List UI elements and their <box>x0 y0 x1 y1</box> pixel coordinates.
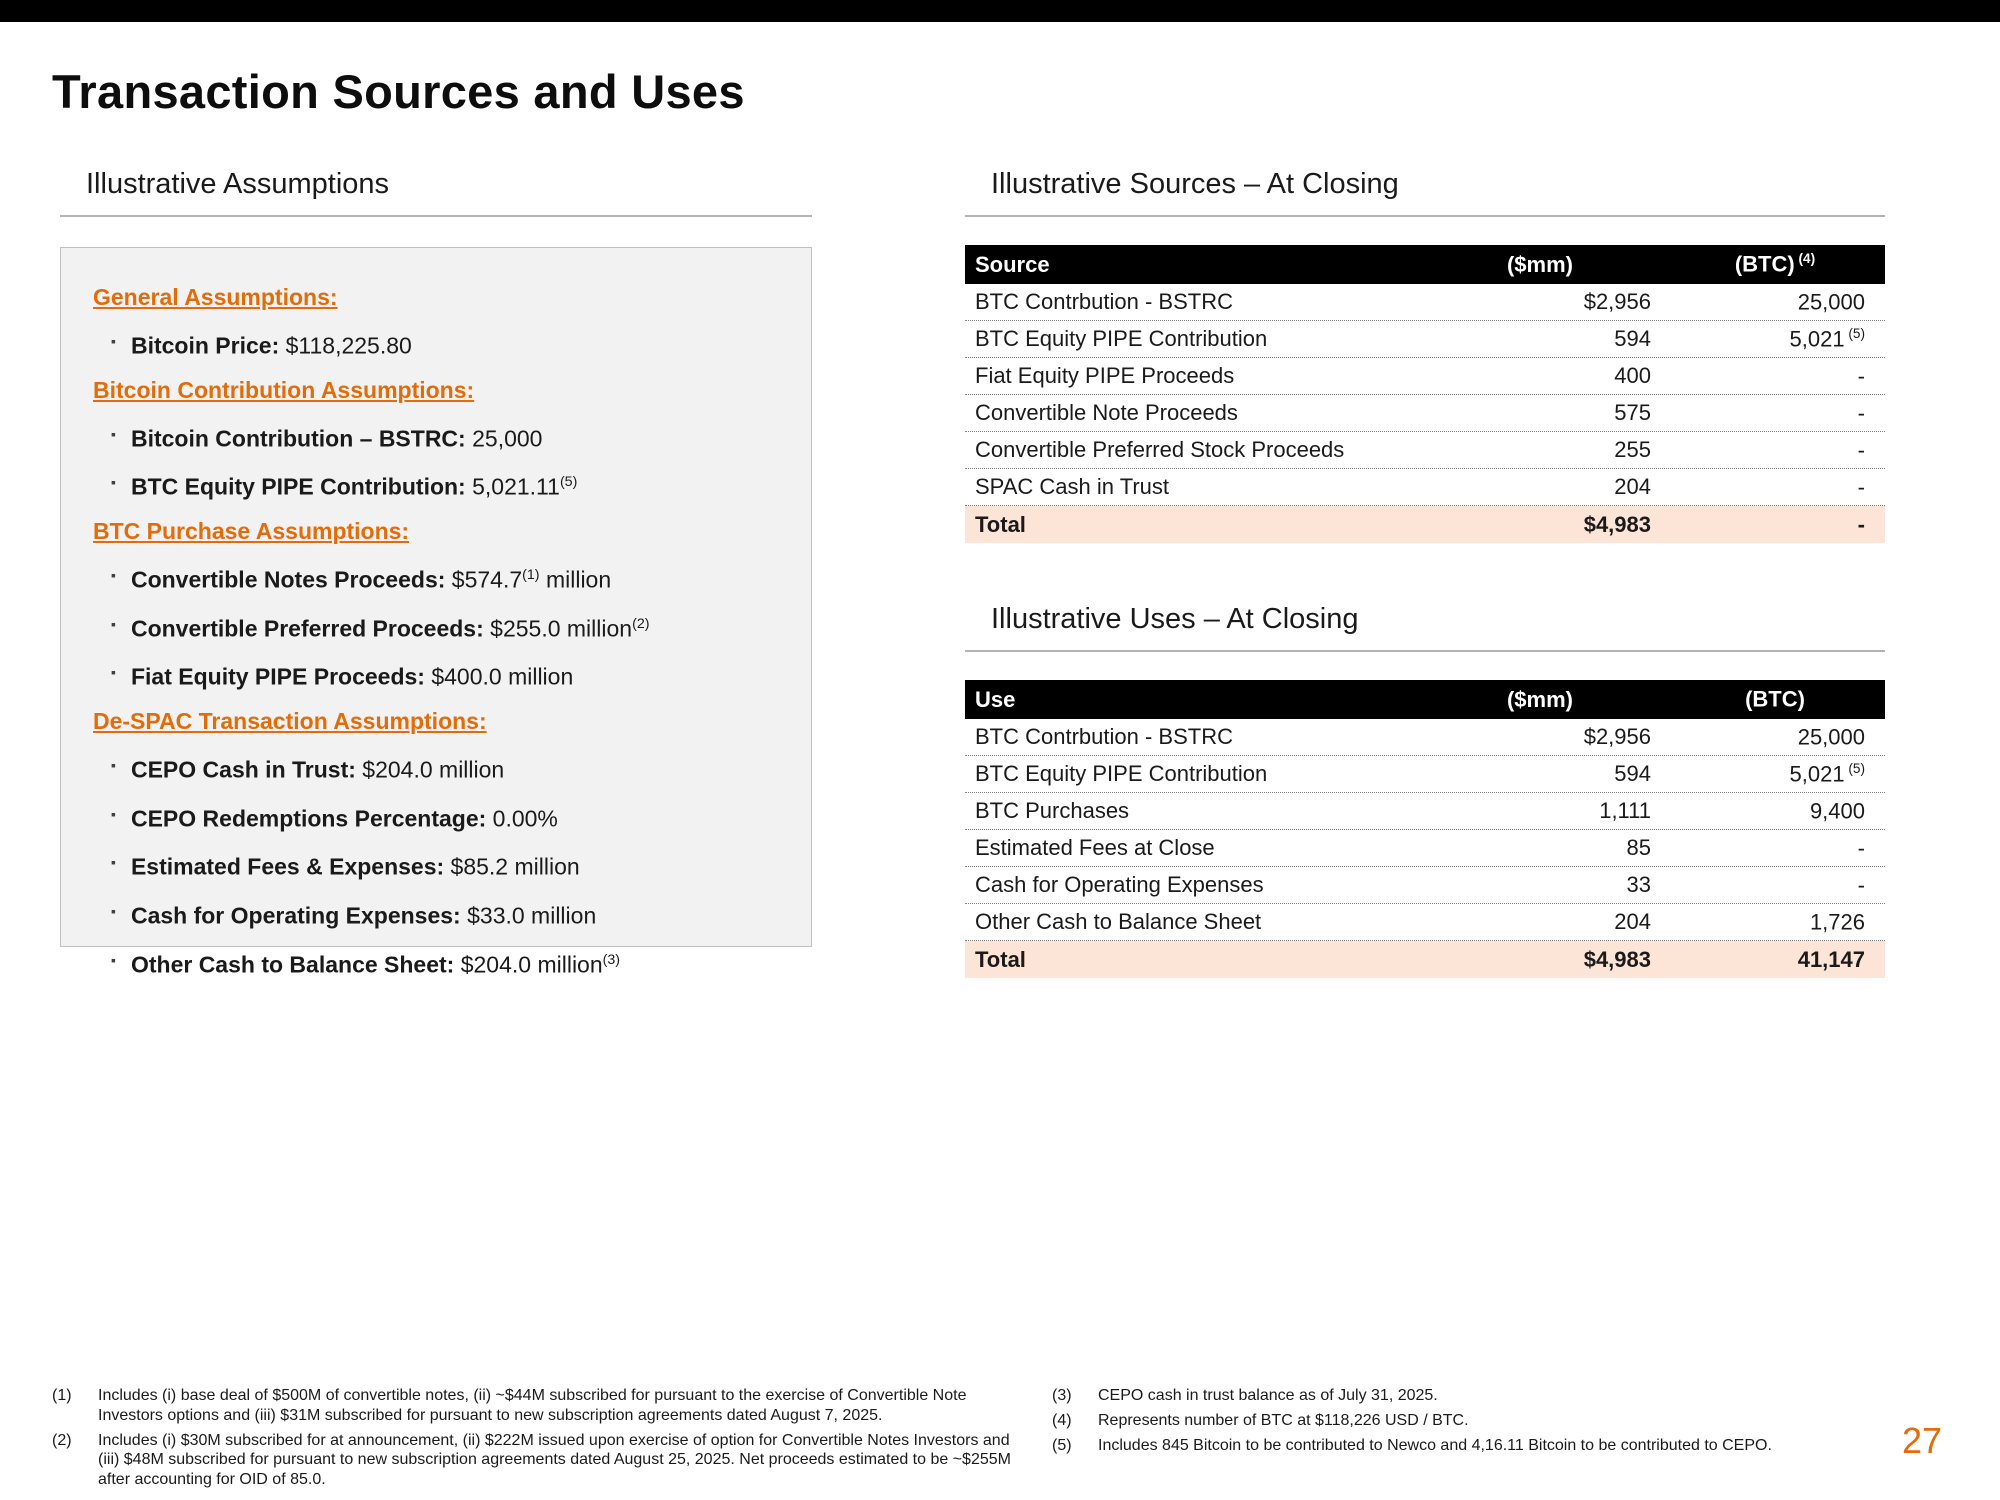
row-label: SPAC Cash in Trust <box>975 474 1169 499</box>
assumption-item-other-cash <box>111 945 781 980</box>
bullet-icon: ▪ <box>111 902 116 919</box>
table-row <box>965 284 1885 321</box>
row-mm: 255 <box>1614 437 1651 462</box>
row-btc-value: 25,000 <box>1797 724 1865 750</box>
row-btc-value: - <box>1857 872 1865 898</box>
assumption-label: Convertible Notes Proceeds: <box>130 566 446 593</box>
assumption-value: $255.0 million <box>483 615 633 642</box>
row-label: BTC Purchases <box>975 798 1130 823</box>
row-label: BTC Contrbution - BSTRC <box>975 724 1233 749</box>
table-row <box>965 469 1885 506</box>
bullet-icon: ▪ <box>111 333 116 349</box>
page-number: 27 <box>1901 1420 1942 1461</box>
assumption-value: $33.0 million <box>460 902 597 929</box>
assumption-label: Bitcoin Price: <box>130 332 280 359</box>
footnote-2 <box>52 1431 1042 1490</box>
row-mm: 594 <box>1614 761 1651 786</box>
assumption-item-cepo-cash <box>111 750 781 785</box>
assumption-item-cash-operating <box>111 896 781 931</box>
row-btc-value: 5,021 <box>1789 761 1845 787</box>
section-title-bitcoin-contribution: Bitcoin Contribution Assumptions: <box>93 376 475 403</box>
page-title: Transaction Sources and Uses <box>52 65 745 118</box>
bullet-icon: ▪ <box>111 425 116 442</box>
assumption-value: $574.7 <box>445 566 523 593</box>
footnote-text: CEPO cash in trust balance as of July 31, 2025. <box>1098 1387 1438 1404</box>
row-btc <box>1665 437 1885 463</box>
row-btc <box>1665 909 1885 935</box>
assumption-label: Fiat Equity PIPE Proceeds: <box>130 663 425 690</box>
row-mm: 594 <box>1614 326 1651 351</box>
bullet-icon: ▪ <box>111 951 116 968</box>
table-row <box>965 904 1885 941</box>
row-btc <box>1665 363 1885 389</box>
footnote-text: Includes (i) base deal of $500M of convertible notes, (ii) ~$44M subscribed for pursuant to the exercise of Convertible Note Investors options and (iii) $31M subscribed for pursuant to new subscription agreements dated August 7, 2025. <box>98 1387 967 1424</box>
table-row <box>965 793 1885 830</box>
table-row <box>965 867 1885 904</box>
row-label: Estimated Fees at Close <box>975 835 1215 860</box>
assumption-label: CEPO Cash in Trust: <box>130 756 356 783</box>
row-btc <box>1665 289 1885 315</box>
assumption-value: $204.0 million <box>454 951 603 978</box>
assumption-item-fiat-equity-pipe <box>111 657 781 692</box>
row-btc <box>1665 474 1885 500</box>
row-label: Convertible Preferred Stock Proceeds <box>975 437 1345 462</box>
footnote-ref: (2) <box>632 615 650 632</box>
assumption-value: 25,000 <box>465 425 543 452</box>
assumption-value: 5,021.11 <box>465 473 560 500</box>
assumption-label: Cash for Operating Expenses: <box>130 902 461 929</box>
column-header-mm: ($mm) <box>1506 686 1573 712</box>
table-row <box>965 321 1885 358</box>
assumption-text <box>131 609 650 644</box>
row-btc <box>1665 761 1885 787</box>
footnote-text: Represents number of BTC at $118,226 USD / BTC. <box>1098 1411 1469 1429</box>
row-btc <box>1665 326 1885 352</box>
bullet-icon: ▪ <box>111 805 116 822</box>
table-row <box>965 756 1885 793</box>
table-row <box>965 830 1885 867</box>
assumption-item-bitcoin-price <box>111 326 781 361</box>
assumption-value: $85.2 million <box>444 853 580 880</box>
row-btc <box>1665 835 1885 861</box>
row-mm: 400 <box>1614 363 1651 388</box>
row-btc-value: 25,000 <box>1797 289 1865 315</box>
row-btc-value: 1,726 <box>1809 909 1865 935</box>
assumption-item-convertible-notes <box>111 560 781 595</box>
assumption-item-estimated-fees <box>111 847 781 882</box>
top-accent-bar <box>0 0 2000 22</box>
sources-total-row <box>965 506 1885 543</box>
assumption-item-cepo-redemptions <box>111 799 781 834</box>
row-mm: $2,956 <box>1583 289 1651 314</box>
row-label: BTC Equity PIPE Contribution <box>975 761 1268 786</box>
assumptions-box <box>60 247 812 978</box>
assumption-value: 0.00% <box>486 805 558 832</box>
uses-total-row <box>965 941 1885 978</box>
row-btc <box>1665 400 1885 426</box>
total-mm: $4,983 <box>1583 946 1651 972</box>
assumption-value: $204.0 million <box>355 756 505 783</box>
total-btc: 41,147 <box>1797 946 1865 972</box>
sources-table <box>965 245 1885 543</box>
bullet-icon: ▪ <box>111 474 116 491</box>
assumption-item-btc-equity-pipe <box>111 467 781 502</box>
assumption-value: $400.0 million <box>424 663 574 690</box>
sources-table-header <box>965 245 1885 284</box>
row-btc-value: - <box>1857 474 1865 500</box>
footnote-number: (2) <box>52 1431 72 1449</box>
row-mm: 33 <box>1626 872 1651 897</box>
footnote-text: Includes 845 Bitcoin to be contributed to Newco and 4,16.11 Bitcoin to be contributed to CEPO. <box>1098 1436 1772 1454</box>
assumption-text <box>131 799 558 834</box>
row-btc-value: - <box>1857 437 1865 463</box>
assumptions-heading: Illustrative Assumptions <box>60 168 812 217</box>
column-header-btc <box>1665 251 1885 277</box>
assumption-text <box>131 326 412 361</box>
assumption-suffix: million <box>539 566 612 593</box>
uses-heading: Illustrative Uses – At Closing <box>965 603 1885 652</box>
assumptions-panel <box>60 168 812 978</box>
footnote-number: (5) <box>1052 1436 1072 1454</box>
footnote-4 <box>1052 1411 1852 1431</box>
column-header-btc-label: (BTC) <box>1745 686 1805 712</box>
table-row <box>965 432 1885 469</box>
section-title-general: General Assumptions: <box>93 284 338 310</box>
assumption-item-convertible-preferred <box>111 609 781 644</box>
footnotes-right-column <box>1042 1386 1852 1495</box>
row-label: Other Cash to Balance Sheet <box>975 909 1262 934</box>
row-mm: 1,111 <box>1599 798 1651 823</box>
footnote-ref: (5) <box>559 474 578 491</box>
column-header-use: Use <box>975 686 1016 712</box>
total-btc: - <box>1857 511 1865 537</box>
assumption-text <box>131 560 611 595</box>
footnote-number: (3) <box>1052 1387 1072 1404</box>
row-btc <box>1665 724 1885 750</box>
assumption-text <box>131 896 596 931</box>
footnote-ref: (4) <box>1794 251 1816 267</box>
assumption-text <box>131 847 580 882</box>
table-row <box>965 358 1885 395</box>
footnotes-left-column <box>52 1386 1042 1495</box>
row-btc-value: - <box>1857 835 1865 861</box>
footnote-number: (1) <box>52 1387 72 1404</box>
bullet-icon: ▪ <box>111 756 116 773</box>
table-row <box>965 719 1885 756</box>
footnote-text: Includes (i) $30M subscribed for at announcement, (ii) $222M issued upon exercise of option for Convertible Notes Investors and (iii) $48M subscribed for pursuant to new subscription agreements dated August 25, 2025. Net proceeds estimated to be ~$255M after accounting for OID of 85.0. <box>98 1431 1011 1489</box>
footnote-5 <box>1052 1436 1852 1456</box>
row-btc-value: - <box>1857 363 1865 389</box>
assumption-label: Bitcoin Contribution – BSTRC: <box>130 425 466 452</box>
assumption-text <box>131 467 577 502</box>
tables-panel <box>965 168 1885 978</box>
uses-section <box>965 603 1885 978</box>
footnote-ref: (5) <box>1844 325 1865 341</box>
column-header-mm: ($mm) <box>1506 251 1573 277</box>
row-btc <box>1665 798 1885 824</box>
section-title-btc-purchase: BTC Purchase Assumptions: <box>93 517 410 544</box>
row-btc <box>1665 872 1885 898</box>
assumption-label: Other Cash to Balance Sheet: <box>130 951 455 978</box>
bullet-icon: ▪ <box>111 854 116 871</box>
total-label: Total <box>975 511 1026 537</box>
bullet-icon: ▪ <box>111 664 116 681</box>
footnote-number: (4) <box>1052 1411 1072 1429</box>
row-mm: 204 <box>1614 909 1651 934</box>
footnote-ref: (3) <box>602 951 621 968</box>
assumption-label: CEPO Redemptions Percentage: <box>130 805 487 832</box>
section-title-despac: De-SPAC Transaction Assumptions: <box>93 707 487 734</box>
table-row <box>965 395 1885 432</box>
footnote-ref: (1) <box>522 566 540 583</box>
assumption-item-bitcoin-contribution <box>111 419 781 454</box>
row-label: BTC Equity PIPE Contribution <box>975 326 1268 351</box>
total-mm: $4,983 <box>1583 511 1651 537</box>
assumption-text <box>131 419 543 454</box>
assumption-label: Estimated Fees & Expenses: <box>130 853 445 880</box>
row-mm: 85 <box>1626 835 1651 860</box>
assumption-label: Convertible Preferred Proceeds: <box>130 615 484 642</box>
row-btc-value: 5,021 <box>1789 326 1845 352</box>
footnote-1 <box>52 1386 1042 1426</box>
uses-table-header <box>965 680 1885 719</box>
column-header-source: Source <box>975 251 1050 277</box>
row-mm: 575 <box>1614 400 1651 425</box>
row-label: BTC Contrbution - BSTRC <box>975 289 1233 314</box>
row-mm: $2,956 <box>1583 724 1651 749</box>
column-header-btc <box>1665 686 1885 712</box>
row-btc-value: 9,400 <box>1809 798 1865 824</box>
assumption-text <box>131 750 504 785</box>
uses-table <box>965 680 1885 978</box>
assumption-value: $118,225.80 <box>279 332 412 359</box>
row-label: Convertible Note Proceeds <box>975 400 1238 425</box>
assumption-label: BTC Equity PIPE Contribution: <box>130 473 466 500</box>
column-header-btc-label: (BTC) <box>1734 251 1795 277</box>
footnotes <box>52 1386 1852 1495</box>
total-label: Total <box>975 946 1026 972</box>
footnote-ref: (5) <box>1844 760 1865 776</box>
row-label: Fiat Equity PIPE Proceeds <box>975 363 1235 388</box>
row-btc-value: - <box>1857 400 1865 426</box>
assumption-text <box>131 657 573 692</box>
sources-heading: Illustrative Sources – At Closing <box>965 168 1885 217</box>
assumption-text <box>131 945 620 980</box>
footnote-3 <box>1052 1386 1852 1406</box>
bullet-icon: ▪ <box>111 566 116 583</box>
bullet-icon: ▪ <box>111 615 116 632</box>
row-label: Cash for Operating Expenses <box>975 872 1264 897</box>
row-mm: 204 <box>1614 474 1651 499</box>
